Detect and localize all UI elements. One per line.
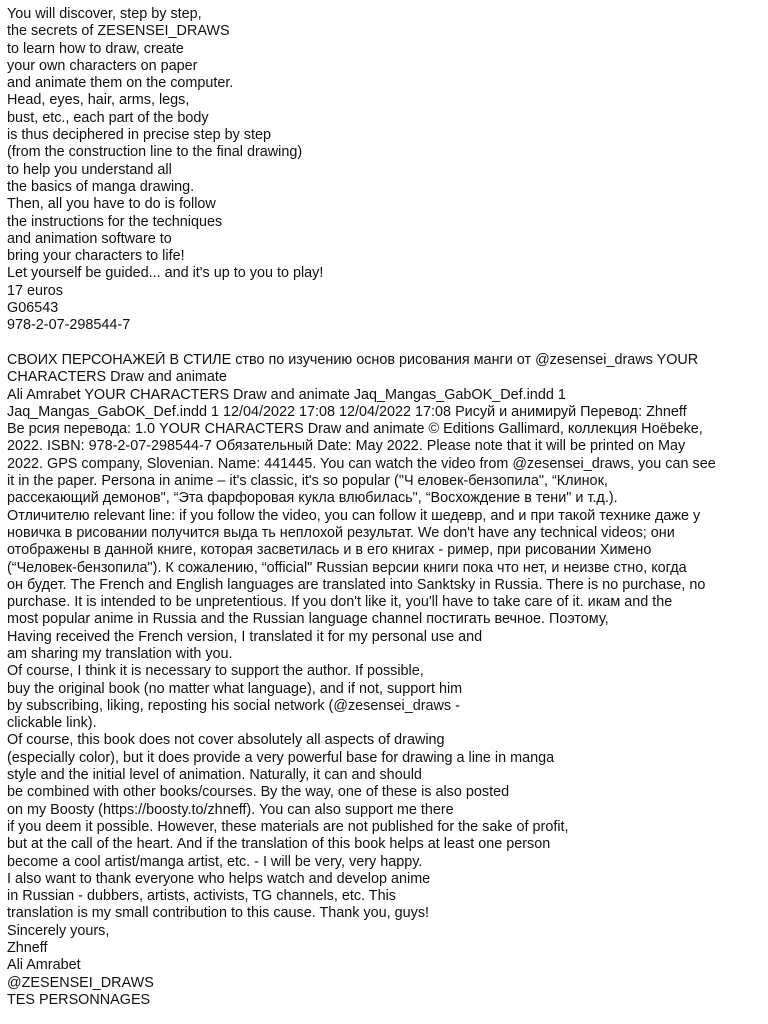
body-text-line: СВОИХ ПЕРСОНАЖЕЙ В СТИЛЕ ство по изучению основ рисования манги от @zesensei_draws YOUR xyxy=(7,351,699,368)
intro-text-line: 978-2-07-298544-7 xyxy=(7,317,131,334)
intro-text-line: You will discover, step by step, xyxy=(7,6,202,22)
body-text-line: отображены в данной книге, которая засветилась и в его книгах - ример, при рисовании Химено xyxy=(7,542,652,559)
body-text-line: Of course, I think it is necessary to support the author. If possible, xyxy=(7,663,424,680)
body-text-line: @ZESENSEI_DRAWS xyxy=(7,974,154,991)
intro-text-line: Then, all you have to do is follow xyxy=(7,196,216,213)
body-text-line: Having received the French version, I translated it for my personal use and xyxy=(7,628,483,645)
body-text-line: CHARACTERS Draw and animate xyxy=(7,369,227,386)
intro-text-line: (from the construction line to the final drawing) xyxy=(7,144,303,161)
intro-text-line: and animate them on the computer. xyxy=(7,75,234,92)
body-text-line: I also want to thank everyone who helps watch and develop anime xyxy=(7,870,431,887)
intro-text-line: 17 euros xyxy=(7,282,64,299)
body-text-line: buy the original book (no matter what language), and if not, support him xyxy=(7,680,463,697)
intro-text-line: Let yourself be guided... and it's up to you to play! xyxy=(7,265,324,282)
body-text-line: Ве рсия перевода: 1.0 YOUR CHARACTERS Draw and animate © Editions Gallimard, коллекция Hoëbeke, xyxy=(7,421,703,438)
body-text-line: 2022. ISBN: 978-2-07-298544-7 Обязательный Date: May 2022. Please note that it will be printed on May xyxy=(7,438,686,455)
body-text-line: (especially color), but it does provide a very powerful base for drawing a line in manga xyxy=(7,749,555,766)
body-text-line: Zhneff xyxy=(7,940,48,957)
intro-text-line: is thus deciphered in precise step by step xyxy=(7,127,271,144)
translator-note-block xyxy=(7,352,762,1009)
body-text-line: Of course, this book does not cover absolutely all aspects of drawing xyxy=(7,732,445,749)
intro-text-block xyxy=(7,6,762,335)
paragraph-spacer xyxy=(7,335,762,352)
body-text-line: but at the call of the heart. And if the translation of this book helps at least one person xyxy=(7,836,551,853)
intro-text-line: Head, eyes, hair, arms, legs, xyxy=(7,92,190,109)
body-text-line: Отличителю relevant line: if you follow the video, you can follow it шедевр, and и при такой технике даже у xyxy=(7,507,701,524)
intro-text-line: and animation software to xyxy=(7,230,172,247)
body-text-line: TES PERSONNAGES xyxy=(7,991,151,1008)
intro-text-line: bust, etc., each part of the body xyxy=(7,109,209,126)
intro-text-line: bring your characters to life! xyxy=(7,248,185,265)
body-text-line: Jaq_Mangas_GabOK_Def.indd 1 12/04/2022 17:08 12/04/2022 17:08 Рисуй и анимируй Перевод: Zhneff xyxy=(7,403,687,420)
body-text-line: if you deem it possible. However, these materials are not published for the sake of profit, xyxy=(7,818,569,835)
body-text-line: (“Человек-бензопила"). К сожалению, “official" Russian версии книги пока что нет, и неизве стно, когда xyxy=(7,559,687,576)
intro-text-line: the instructions for the techniques xyxy=(7,213,223,230)
body-text-line: in Russian - dubbers, artists, activists, TG channels, etc. This xyxy=(7,888,396,905)
body-text-line: most popular anime in Russia and the Russian language channel постигать вечное. Поэтому, xyxy=(7,611,609,628)
body-text-line: it in the paper. Persona in anime – it's classic, it's so popular ("Ч еловек-бензопила", “Клинок, xyxy=(7,473,608,490)
body-text-line: рассекающий демонов", “Эта фарфоровая кукла влюбилась", “Восхождение в тени" и т.д.). xyxy=(7,490,618,507)
body-text-line: translation is my small contribution to this cause. Thank you, guys! xyxy=(7,905,430,922)
body-text-line: Sincerely yours, xyxy=(7,922,110,939)
body-text-line: am sharing my translation with you. xyxy=(7,645,233,662)
body-text-line: clickable link). xyxy=(7,715,97,732)
body-text-line: Ali Amrabet xyxy=(7,957,81,974)
body-text-line: style and the initial level of animation. Naturally, it can and should xyxy=(7,767,422,784)
body-text-line: be combined with other books/courses. By the way, one of these is also posted xyxy=(7,784,510,801)
body-text-line: by subscribing, liking, reposting his social network (@zesensei_draws - xyxy=(7,697,460,714)
body-text-line: on my Boosty (https://boosty.to/zhneff). You can also support me there xyxy=(7,801,454,818)
body-text-line: новичка в рисовании получится выда ть неплохой результат. We don't have any technical videos; они xyxy=(7,524,675,541)
intro-text-line: the basics of manga drawing. xyxy=(7,178,195,195)
body-text-line: 2022. GPS company, Slovenian. Name: 441445. You can watch the video from @zesensei_draws, you can see xyxy=(7,455,716,472)
intro-text-line: to help you understand all xyxy=(7,161,172,178)
intro-text-line: the secrets of ZESENSEI_DRAWS xyxy=(7,23,230,40)
body-text-line: purchase. It is intended to be unpretentious. If you don't like it, you'll have to take care of it. икам and the xyxy=(7,594,673,611)
body-text-line: Ali Amrabet YOUR CHARACTERS Draw and animate Jaq_Mangas_GabOK_Def.indd 1 xyxy=(7,386,566,403)
intro-text-line: to learn how to draw, create xyxy=(7,40,184,57)
body-text-line: он будет. The French and English languages are translated into Sanktsky in Russia. There is no purchase, no xyxy=(7,576,706,593)
intro-text-line: G06543 xyxy=(7,300,59,317)
body-text-line: become a cool artist/manga artist, etc. - I will be very, very happy. xyxy=(7,853,423,870)
intro-text-line: your own characters on paper xyxy=(7,57,198,74)
